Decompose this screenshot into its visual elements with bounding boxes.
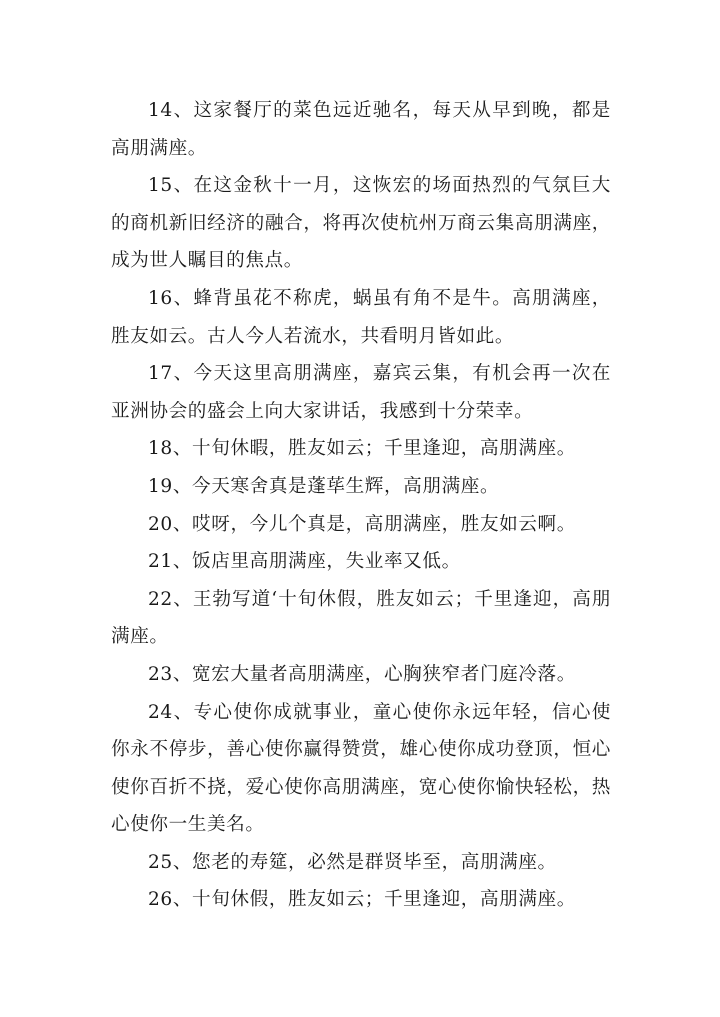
paragraph-15: 15、在这金秋十一月，这恢宏的场面热烈的气氛巨大的商机新旧经济的融合，将再次使杭州万商云集高朋满座，成为世人瞩目的焦点。 — [111, 175, 611, 272]
paragraph-21: 21、饭店里高朋满座，失业率又低。 — [148, 551, 461, 573]
paragraph-22: 22、王勃写道‘十旬休假，胜友如云；千里逢迎，高朋满座。 — [111, 588, 611, 648]
paragraph-24: 24、专心使你成就事业，童心使你永远年轻，信心使你永不停步，善心使你赢得赞赏，雄心使你成功登顶，恒心使你百折不挠，爱心使你高朋满座，宽心使你愉快轻松，热心使你一生美名。 — [111, 701, 611, 836]
paragraph-20: 20、哎呀，今儿个真是，高朋满座，胜友如云啊。 — [148, 513, 576, 535]
paragraph-16: 16、蜂背虽花不称虎，蜗虽有角不是牛。高朋满座，胜友如云。古人今人若流水，共看明月皆如此。 — [111, 287, 611, 347]
paragraph-19: 19、今天寒舍真是蓬荜生辉，高朋满座。 — [148, 475, 500, 497]
paragraph-25: 25、您老的寿筵，必然是群贤毕至，高朋满座。 — [148, 851, 557, 873]
document-body — [111, 92, 611, 919]
paragraph-26: 26、十旬休假，胜友如云；千里逢迎，高朋满座。 — [148, 889, 576, 911]
paragraph-14: 14、这家餐厅的菜色远近驰名，每天从早到晚，都是高朋满座。 — [111, 100, 611, 159]
paragraph-23: 23、宽宏大量者高朋满座，心胸狭窄者门庭冷落。 — [148, 663, 576, 685]
paragraph-18: 18、十旬休暇，胜友如云；千里逢迎，高朋满座。 — [148, 438, 576, 460]
paragraph-17: 17、今天这里高朋满座，嘉宾云集，有机会再一次在亚洲协会的盛会上向大家讲话，我感到十分荣幸。 — [111, 363, 611, 422]
